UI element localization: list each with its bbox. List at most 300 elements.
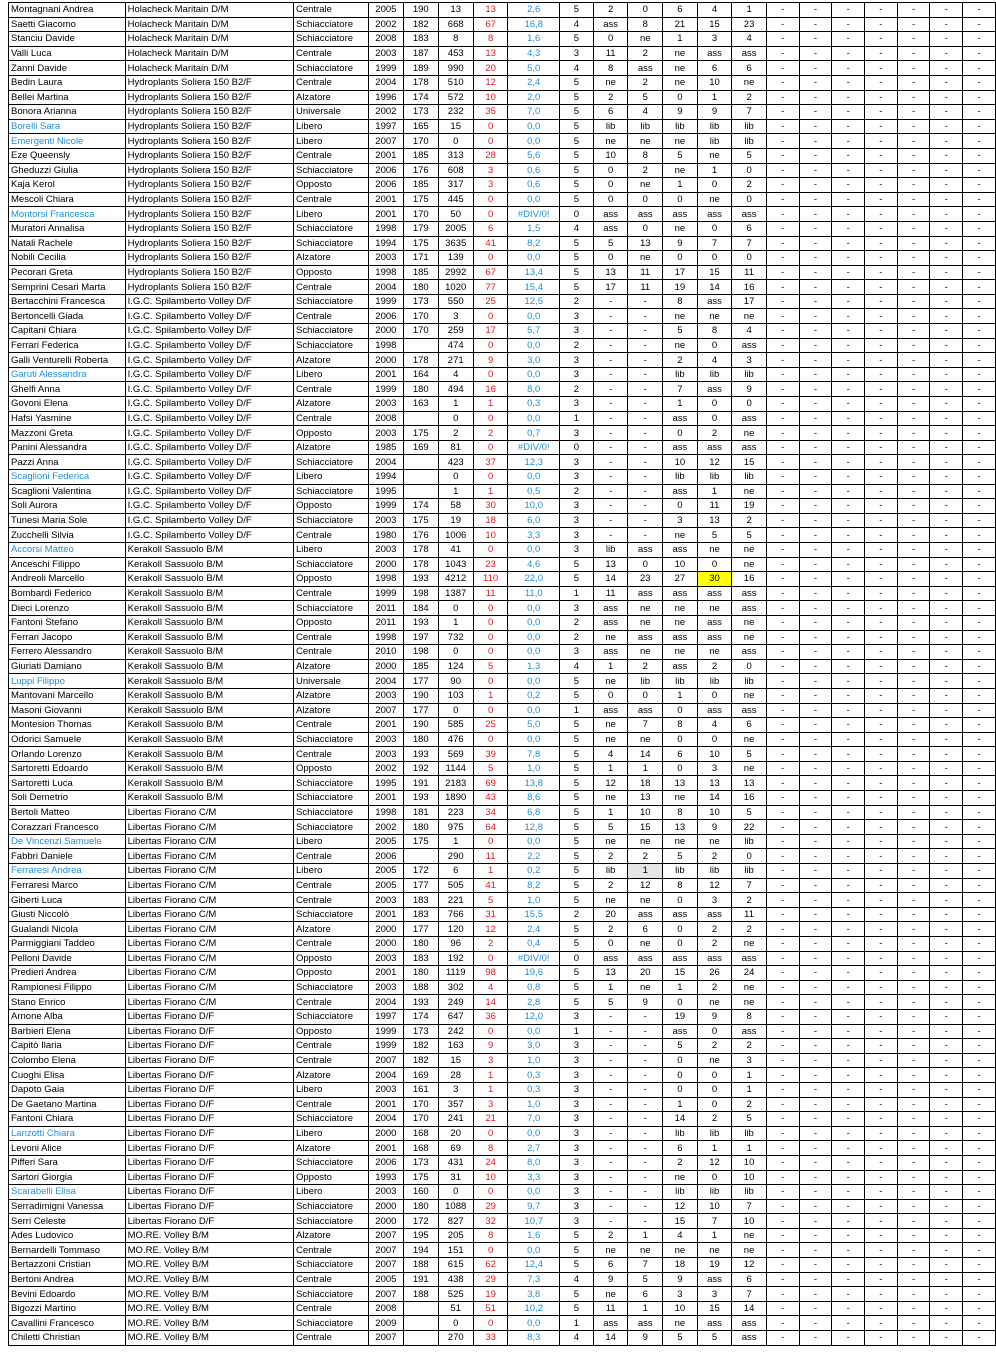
extra-column-cell: -: [766, 718, 799, 733]
height-cell: [403, 470, 438, 485]
game-3-cell: 8: [663, 805, 698, 820]
game-1-cell: 11: [593, 586, 628, 601]
total-cell: 510: [438, 75, 473, 90]
extra-column-cell: -: [865, 207, 898, 222]
game-3-cell: lib: [663, 470, 698, 485]
average-cell: #DIV/0!: [508, 207, 560, 222]
extra-column-cell: -: [832, 455, 865, 470]
role-cell: Opposto: [293, 572, 368, 587]
extra-column-cell: -: [897, 645, 930, 660]
table-row: [9, 353, 996, 368]
game-4-cell: ass: [697, 207, 732, 222]
extra-column-cell: -: [897, 236, 930, 251]
extra-column-cell: -: [799, 367, 832, 382]
birth-year-cell: 2004: [368, 455, 403, 470]
game-2-cell: -: [628, 455, 663, 470]
game-1-cell: 0: [593, 178, 628, 193]
extra-column-cell: -: [897, 601, 930, 616]
game-3-cell: 9: [663, 1272, 698, 1287]
total-cell: 13: [438, 3, 473, 18]
extra-column-cell: -: [897, 470, 930, 485]
player-name-cell: Lanzotti Chiara: [9, 1126, 126, 1141]
average-cell: 0,0: [508, 1243, 560, 1258]
extra-column-cell: -: [963, 1155, 996, 1170]
average-cell: 12,0: [508, 1009, 560, 1024]
extra-column-cell: -: [766, 1214, 799, 1229]
extra-column-cell: -: [799, 17, 832, 32]
player-name-cell: Tunesi Maria Sole: [9, 513, 126, 528]
average-cell: 2,0: [508, 90, 560, 105]
extra-column-cell: -: [930, 980, 963, 995]
matches-cell: 5: [560, 820, 594, 835]
role-cell: Centrale: [293, 3, 368, 18]
extra-column-cell: -: [963, 1287, 996, 1302]
game-2-cell: -: [628, 294, 663, 309]
extra-column-cell: -: [766, 1170, 799, 1185]
total-cell: 58: [438, 499, 473, 514]
table-row: [9, 688, 996, 703]
role-cell: Schiacciatore: [293, 1112, 368, 1127]
player-name-cell: Gheduzzi Giulia: [9, 163, 126, 178]
total-cell: 192: [438, 951, 473, 966]
team-name-cell: Libertas Fiorano D/F: [125, 1024, 293, 1039]
extra-column-cell: -: [799, 893, 832, 908]
game-3-cell: 5: [663, 1039, 698, 1054]
game-1-cell: -: [593, 528, 628, 543]
role-cell: Schiacciatore: [293, 1258, 368, 1273]
extra-column-cell: -: [832, 688, 865, 703]
extra-column-cell: -: [766, 163, 799, 178]
table-row: [9, 1199, 996, 1214]
table-row: [9, 105, 996, 120]
table-row: [9, 1316, 996, 1331]
extra-column-cell: -: [930, 776, 963, 791]
average-cell: 1,6: [508, 1228, 560, 1243]
game-2-cell: -: [628, 1097, 663, 1112]
matches-cell: 3: [560, 455, 594, 470]
player-name-cell: Anceschi Filippo: [9, 557, 126, 572]
extra-column-cell: -: [963, 1053, 996, 1068]
player-name-cell: Parmiggiani Taddeo: [9, 937, 126, 952]
team-name-cell: Libertas Fiorano D/F: [125, 1199, 293, 1214]
team-name-cell: I.G.C. Spilamberto Volley D/F: [125, 353, 293, 368]
table-row: [9, 557, 996, 572]
extra-column-cell: -: [799, 192, 832, 207]
game-5-cell: 4: [732, 32, 767, 47]
extra-column-cell: -: [963, 761, 996, 776]
extra-column-cell: -: [930, 148, 963, 163]
game-2-cell: 0: [628, 3, 663, 18]
extra-column-cell: -: [832, 1024, 865, 1039]
average-cell: 8,0: [508, 382, 560, 397]
extra-column-cell: -: [963, 426, 996, 441]
birth-year-cell: 2003: [368, 1082, 403, 1097]
average-cell: 19,6: [508, 966, 560, 981]
game-2-cell: -: [628, 338, 663, 353]
extra-column-cell: -: [865, 411, 898, 426]
extra-column-cell: -: [897, 980, 930, 995]
extra-column-cell: -: [832, 382, 865, 397]
table-row: [9, 134, 996, 149]
birth-year-cell: 2001: [368, 1141, 403, 1156]
player-name-cell: Bonora Arianna: [9, 105, 126, 120]
extra-column-cell: -: [766, 46, 799, 61]
team-name-cell: Libertas Fiorano D/F: [125, 1082, 293, 1097]
extra-column-cell: -: [963, 309, 996, 324]
extra-column-cell: -: [766, 426, 799, 441]
extra-column-cell: -: [799, 1258, 832, 1273]
game-5-cell: ne: [732, 980, 767, 995]
role-cell: Libero: [293, 1126, 368, 1141]
player-name-cell: Capitani Chiara: [9, 324, 126, 339]
game-1-cell: 1: [593, 659, 628, 674]
team-name-cell: Kerakoll Sassuolo B/M: [125, 542, 293, 557]
extra-column-cell: -: [766, 732, 799, 747]
team-name-cell: Kerakoll Sassuolo B/M: [125, 601, 293, 616]
table-row: [9, 849, 996, 864]
average-cell: 13,8: [508, 776, 560, 791]
birth-year-cell: 2004: [368, 1112, 403, 1127]
player-name-cell: Pelloni Davide: [9, 951, 126, 966]
role-cell: Schiacciatore: [293, 791, 368, 806]
game-3-cell: 0: [663, 1082, 698, 1097]
extra-column-cell: -: [832, 251, 865, 266]
birth-year-cell: 1994: [368, 470, 403, 485]
game-3-cell: 0: [663, 732, 698, 747]
game-4-cell: 0: [697, 338, 732, 353]
game-5-cell: ass: [732, 207, 767, 222]
extra-column-cell: -: [799, 805, 832, 820]
game-5-cell: ass: [732, 46, 767, 61]
extra-column-cell: -: [799, 1053, 832, 1068]
team-name-cell: Holacheck Maritain D/M: [125, 32, 293, 47]
height-cell: 185: [403, 265, 438, 280]
extra-column-cell: -: [832, 615, 865, 630]
extra-column-cell: -: [832, 1331, 865, 1346]
extra-column-cell: -: [766, 1331, 799, 1346]
extra-column-cell: -: [897, 820, 930, 835]
extra-column-cell: -: [799, 163, 832, 178]
extra-column-cell: -: [897, 1243, 930, 1258]
birth-year-cell: 2004: [368, 1068, 403, 1083]
points-cell: 0: [473, 1243, 508, 1258]
birth-year-cell: 2002: [368, 105, 403, 120]
extra-column-cell: -: [766, 1301, 799, 1316]
extra-column-cell: -: [832, 542, 865, 557]
extra-column-cell: -: [865, 776, 898, 791]
game-3-cell: ne: [663, 61, 698, 76]
role-cell: Centrale: [293, 1243, 368, 1258]
total-cell: 15: [438, 1053, 473, 1068]
table-row: [9, 178, 996, 193]
game-5-cell: ass: [732, 1331, 767, 1346]
points-cell: 69: [473, 776, 508, 791]
extra-column-cell: -: [963, 586, 996, 601]
extra-column-cell: -: [766, 1199, 799, 1214]
extra-column-cell: -: [799, 557, 832, 572]
game-1-cell: 10: [593, 148, 628, 163]
extra-column-cell: -: [799, 718, 832, 733]
extra-column-cell: -: [865, 382, 898, 397]
average-cell: 5,6: [508, 148, 560, 163]
height-cell: 164: [403, 367, 438, 382]
game-3-cell: ne: [663, 601, 698, 616]
extra-column-cell: -: [799, 1039, 832, 1054]
extra-column-cell: -: [930, 1301, 963, 1316]
height-cell: 183: [403, 893, 438, 908]
role-cell: Schiacciatore: [293, 338, 368, 353]
game-1-cell: -: [593, 1082, 628, 1097]
points-cell: 0: [473, 1185, 508, 1200]
total-cell: 20: [438, 1126, 473, 1141]
extra-column-cell: -: [832, 353, 865, 368]
team-name-cell: Kerakoll Sassuolo B/M: [125, 586, 293, 601]
team-name-cell: I.G.C. Spilamberto Volley D/F: [125, 426, 293, 441]
player-name-cell: Hafsi Yasmine: [9, 411, 126, 426]
birth-year-cell: 2003: [368, 951, 403, 966]
table-row: [9, 1009, 996, 1024]
extra-column-cell: -: [963, 46, 996, 61]
points-cell: 0: [473, 367, 508, 382]
average-cell: 0,0: [508, 703, 560, 718]
height-cell: 193: [403, 615, 438, 630]
game-3-cell: 17: [663, 265, 698, 280]
height-cell: 188: [403, 1258, 438, 1273]
table-row: [9, 75, 996, 90]
table-row: [9, 294, 996, 309]
extra-column-cell: -: [930, 1214, 963, 1229]
game-2-cell: -: [628, 426, 663, 441]
extra-column-cell: -: [897, 1185, 930, 1200]
average-cell: 10,2: [508, 1301, 560, 1316]
role-cell: Schiacciatore: [293, 732, 368, 747]
extra-column-cell: -: [832, 105, 865, 120]
height-cell: 160: [403, 1185, 438, 1200]
table-row: [9, 1141, 996, 1156]
matches-cell: 5: [560, 105, 594, 120]
game-1-cell: 0: [593, 192, 628, 207]
average-cell: 12,5: [508, 294, 560, 309]
extra-column-cell: -: [963, 3, 996, 18]
team-name-cell: Hydroplants Soliera 150 B2/F: [125, 148, 293, 163]
matches-cell: 3: [560, 1097, 594, 1112]
game-2-cell: -: [628, 470, 663, 485]
average-cell: 2,2: [508, 849, 560, 864]
height-cell: 170: [403, 309, 438, 324]
total-cell: 241: [438, 1112, 473, 1127]
player-name-cell: Saetti Giacomo: [9, 17, 126, 32]
game-3-cell: ass: [663, 484, 698, 499]
role-cell: Centrale: [293, 280, 368, 295]
player-name-cell: Nobili Cecilia: [9, 251, 126, 266]
extra-column-cell: -: [865, 893, 898, 908]
extra-column-cell: -: [963, 805, 996, 820]
game-2-cell: -: [628, 1039, 663, 1054]
game-3-cell: ass: [663, 207, 698, 222]
extra-column-cell: -: [799, 1287, 832, 1302]
extra-column-cell: -: [963, 878, 996, 893]
height-cell: 175: [403, 1170, 438, 1185]
game-3-cell: 0: [663, 1068, 698, 1083]
extra-column-cell: -: [799, 236, 832, 251]
game-2-cell: -: [628, 513, 663, 528]
team-name-cell: Hydroplants Soliera 150 B2/F: [125, 251, 293, 266]
game-4-cell: ass: [697, 630, 732, 645]
matches-cell: 5: [560, 134, 594, 149]
role-cell: Schiacciatore: [293, 294, 368, 309]
extra-column-cell: -: [832, 17, 865, 32]
extra-column-cell: -: [897, 148, 930, 163]
extra-column-cell: -: [897, 907, 930, 922]
extra-column-cell: -: [766, 834, 799, 849]
game-4-cell: ass: [697, 703, 732, 718]
game-1-cell: -: [593, 1097, 628, 1112]
extra-column-cell: -: [930, 236, 963, 251]
extra-column-cell: -: [832, 980, 865, 995]
birth-year-cell: 2007: [368, 134, 403, 149]
extra-column-cell: -: [799, 426, 832, 441]
game-1-cell: -: [593, 1024, 628, 1039]
extra-column-cell: -: [832, 849, 865, 864]
points-cell: 13: [473, 3, 508, 18]
player-name-cell: Dapoto Gaia: [9, 1082, 126, 1097]
points-cell: 21: [473, 1112, 508, 1127]
extra-column-cell: -: [963, 455, 996, 470]
game-3-cell: 9: [663, 105, 698, 120]
height-cell: 180: [403, 1199, 438, 1214]
total-cell: 31: [438, 1170, 473, 1185]
extra-column-cell: -: [930, 572, 963, 587]
average-cell: 0,0: [508, 119, 560, 134]
player-name-cell: Montorsi Francesca: [9, 207, 126, 222]
game-2-cell: -: [628, 353, 663, 368]
birth-year-cell: 2005: [368, 878, 403, 893]
birth-year-cell: 2006: [368, 1155, 403, 1170]
role-cell: Schiacciatore: [293, 1287, 368, 1302]
extra-column-cell: -: [963, 90, 996, 105]
game-1-cell: 5: [593, 236, 628, 251]
team-name-cell: Libertas Fiorano C/M: [125, 966, 293, 981]
extra-column-cell: -: [963, 645, 996, 660]
table-row: [9, 148, 996, 163]
team-name-cell: MO.RE. Volley B/M: [125, 1331, 293, 1346]
team-name-cell: Kerakoll Sassuolo B/M: [125, 615, 293, 630]
game-2-cell: ass: [628, 1316, 663, 1331]
total-cell: 1043: [438, 557, 473, 572]
game-3-cell: 8: [663, 878, 698, 893]
game-5-cell: 11: [732, 907, 767, 922]
extra-column-cell: -: [865, 192, 898, 207]
average-cell: 5,0: [508, 61, 560, 76]
table-row: [9, 542, 996, 557]
extra-column-cell: -: [766, 148, 799, 163]
extra-column-cell: -: [799, 105, 832, 120]
table-row: [9, 1112, 996, 1127]
game-3-cell: 5: [663, 849, 698, 864]
extra-column-cell: -: [930, 353, 963, 368]
game-5-cell: 19: [732, 499, 767, 514]
matches-cell: 5: [560, 732, 594, 747]
game-4-cell: 3: [697, 32, 732, 47]
game-3-cell: 1: [663, 178, 698, 193]
role-cell: Centrale: [293, 1039, 368, 1054]
game-5-cell: ass: [732, 440, 767, 455]
average-cell: 0,3: [508, 1068, 560, 1083]
height-cell: 173: [403, 105, 438, 120]
game-2-cell: 11: [628, 265, 663, 280]
game-1-cell: -: [593, 1185, 628, 1200]
extra-column-cell: -: [897, 75, 930, 90]
game-1-cell: -: [593, 1170, 628, 1185]
role-cell: Opposto: [293, 1170, 368, 1185]
game-5-cell: 5: [732, 148, 767, 163]
height-cell: [403, 1301, 438, 1316]
extra-column-cell: -: [799, 645, 832, 660]
team-name-cell: Holacheck Maritain D/M: [125, 61, 293, 76]
game-4-cell: 0: [697, 397, 732, 412]
extra-column-cell: -: [930, 32, 963, 47]
extra-column-cell: -: [897, 995, 930, 1010]
birth-year-cell: 2001: [368, 1097, 403, 1112]
table-row: [9, 1214, 996, 1229]
extra-column-cell: -: [865, 1024, 898, 1039]
table-row: [9, 630, 996, 645]
points-cell: 12: [473, 75, 508, 90]
extra-column-cell: -: [799, 1301, 832, 1316]
extra-column-cell: -: [897, 688, 930, 703]
extra-column-cell: -: [766, 1009, 799, 1024]
matches-cell: 5: [560, 922, 594, 937]
extra-column-cell: -: [963, 1199, 996, 1214]
average-cell: #DIV/0!: [508, 951, 560, 966]
game-1-cell: ne: [593, 791, 628, 806]
extra-column-cell: -: [963, 907, 996, 922]
extra-column-cell: -: [766, 265, 799, 280]
game-4-cell: 19: [697, 1258, 732, 1273]
extra-column-cell: -: [963, 703, 996, 718]
player-name-cell: Capitò Ilaria: [9, 1039, 126, 1054]
matches-cell: 5: [560, 75, 594, 90]
game-3-cell: 0: [663, 90, 698, 105]
extra-column-cell: -: [865, 1214, 898, 1229]
extra-column-cell: -: [799, 280, 832, 295]
extra-column-cell: -: [832, 207, 865, 222]
role-cell: Schiacciatore: [293, 221, 368, 236]
extra-column-cell: -: [963, 1243, 996, 1258]
game-5-cell: lib: [732, 470, 767, 485]
total-cell: 139: [438, 251, 473, 266]
table-row: [9, 32, 996, 47]
game-2-cell: 2: [628, 46, 663, 61]
extra-column-cell: -: [766, 1243, 799, 1258]
player-name-cell: Galli Venturelli Roberta: [9, 353, 126, 368]
total-cell: 0: [438, 703, 473, 718]
game-3-cell: lib: [663, 674, 698, 689]
role-cell: Centrale: [293, 893, 368, 908]
game-2-cell: -: [628, 1112, 663, 1127]
extra-column-cell: -: [766, 1228, 799, 1243]
extra-column-cell: -: [930, 367, 963, 382]
player-name-cell: Zanni Davide: [9, 61, 126, 76]
game-1-cell: ass: [593, 645, 628, 660]
extra-column-cell: -: [766, 470, 799, 485]
extra-column-cell: -: [766, 367, 799, 382]
player-name-cell: Borelli Sara: [9, 119, 126, 134]
game-2-cell: 7: [628, 1258, 663, 1273]
extra-column-cell: -: [832, 966, 865, 981]
extra-column-cell: -: [897, 61, 930, 76]
average-cell: 6,8: [508, 805, 560, 820]
